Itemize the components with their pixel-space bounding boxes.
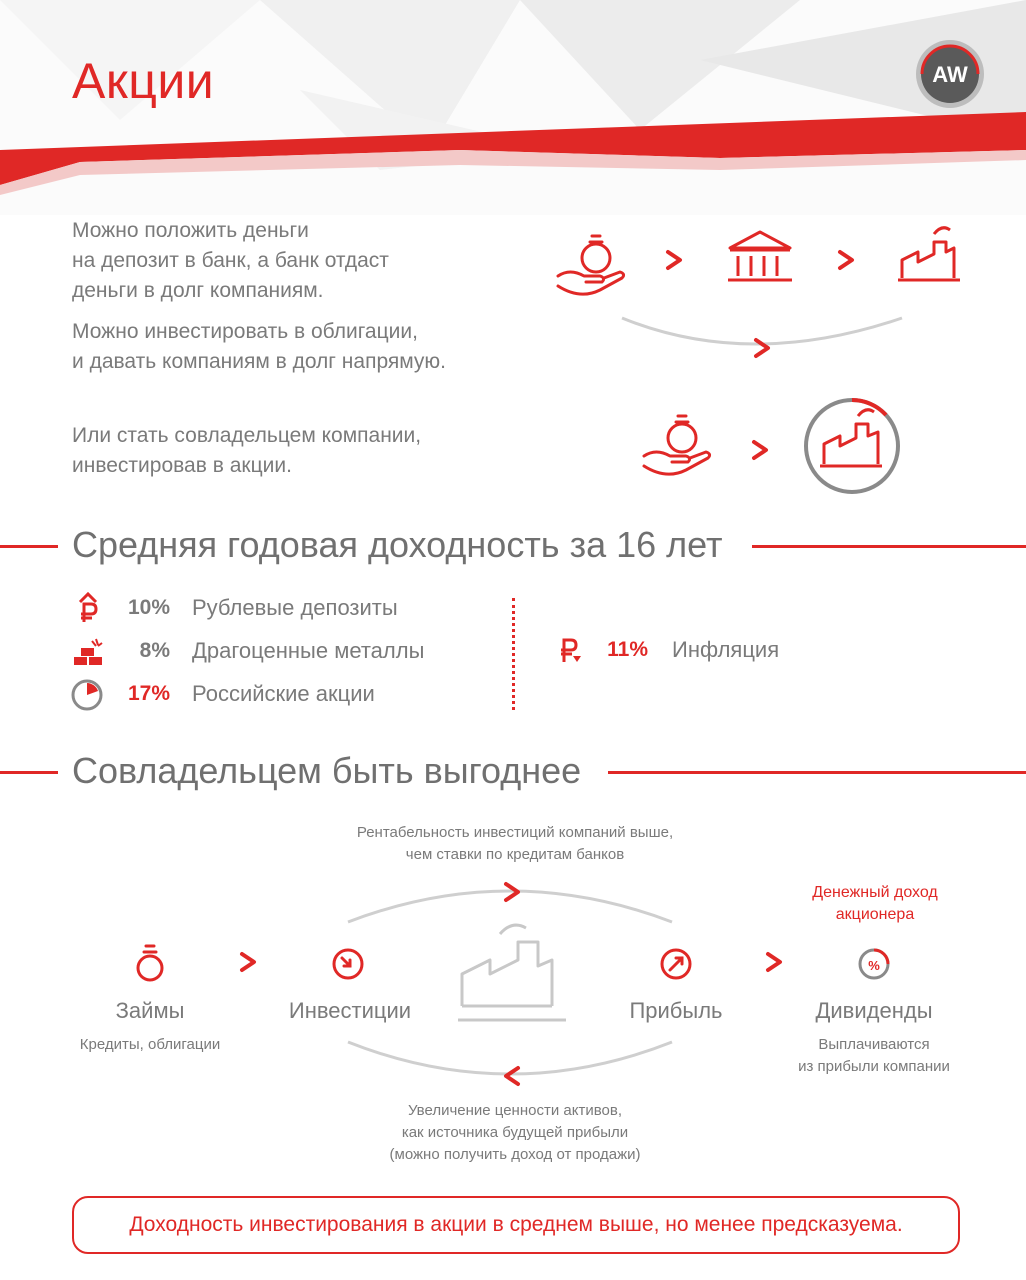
returns-section-title: Средняя годовая доходность за 16 лет: [58, 524, 736, 566]
inflation-item: [556, 634, 856, 670]
return-label: Рублевые депозиты: [192, 595, 398, 620]
node-label-loans: Займы: [115, 998, 185, 1023]
intro-paragraph-shares: Или стать совладельцем компании, инвестировав в акции.: [72, 424, 422, 477]
dividend-note: Денежный доход акционера: [812, 884, 938, 923]
bottom-note: Увеличение ценности активов, как источника будущей прибыли (можно получить доход от продажи): [389, 1102, 641, 1163]
percent-icon: [860, 950, 888, 978]
chevron-right-icon: [768, 954, 780, 970]
svg-text:%: %: [868, 958, 880, 973]
conclusion-box: Доходность инвестирования в акции в среднем выше, но менее предсказуема.: [72, 1196, 960, 1254]
gold-bars-icon: [72, 635, 104, 667]
list-item: [70, 633, 490, 673]
factory-icon: [820, 410, 882, 466]
list-item: [70, 676, 490, 716]
pie-chart-icon: [70, 678, 104, 712]
node-label-investments: Инвестиции: [288, 998, 412, 1023]
inflation-value: 11%: [607, 638, 648, 661]
svg-text:AW: AW: [932, 62, 968, 87]
factory-icon: [458, 925, 566, 1020]
node-sub-dividends: Выплачиваются из прибыли компании: [798, 1036, 950, 1075]
ruble-down-icon: [556, 636, 584, 666]
intro-paragraph-bonds: Можно инвестировать в облигации, и давать компаниям в долг напрямую.: [72, 320, 447, 373]
return-value: 8%: [139, 639, 170, 662]
section-divider-left: [0, 545, 60, 548]
aw-logo: [914, 38, 986, 110]
shares-flow-diagram: [636, 396, 906, 496]
inflation-label: Инфляция: [672, 637, 780, 662]
investment-icon: [334, 950, 362, 978]
return-value: 10%: [127, 596, 170, 619]
profit-icon: [662, 950, 690, 978]
chevron-left-icon: [506, 1068, 518, 1084]
top-note: Рентабельность инвестиций компаний выше, чем ставки по кредитам банков: [356, 824, 674, 863]
bank-icon: [728, 232, 792, 280]
returns-list: [70, 590, 490, 720]
node-sub-loans: Кредиты, облигации: [79, 1036, 221, 1053]
money-bag-icon: [138, 946, 162, 980]
return-label: Российские акции: [192, 681, 375, 706]
section-divider-right: [608, 771, 1026, 774]
chevron-right-icon: [668, 252, 680, 268]
return-value: 17%: [127, 682, 170, 705]
node-label-dividends: Дивиденды: [815, 998, 933, 1023]
section-divider-left: [0, 771, 60, 774]
section-divider-right: [752, 545, 1026, 548]
deposit-flow-diagram: [550, 220, 970, 370]
ruble-up-icon: [72, 592, 104, 624]
factory-icon: [898, 228, 960, 280]
chevron-right-icon: [840, 252, 852, 268]
hand-money-icon: [644, 416, 710, 474]
intro-paragraph-deposit: Можно положить деньги на депозит в банк, а банк отдаст деньги в долг компаниям.: [72, 219, 389, 302]
chevron-right-icon: [242, 954, 254, 970]
chevron-right-icon: [754, 442, 766, 458]
hand-money-icon: [558, 236, 624, 294]
list-item: [70, 590, 490, 630]
ownership-section-title: Совладельцем быть выгоднее: [58, 750, 595, 792]
page-title: Акции: [72, 53, 215, 109]
dotted-separator: [512, 598, 515, 710]
return-label: Драгоценные металлы: [192, 638, 425, 663]
node-label-profit: Прибыль: [629, 998, 723, 1023]
